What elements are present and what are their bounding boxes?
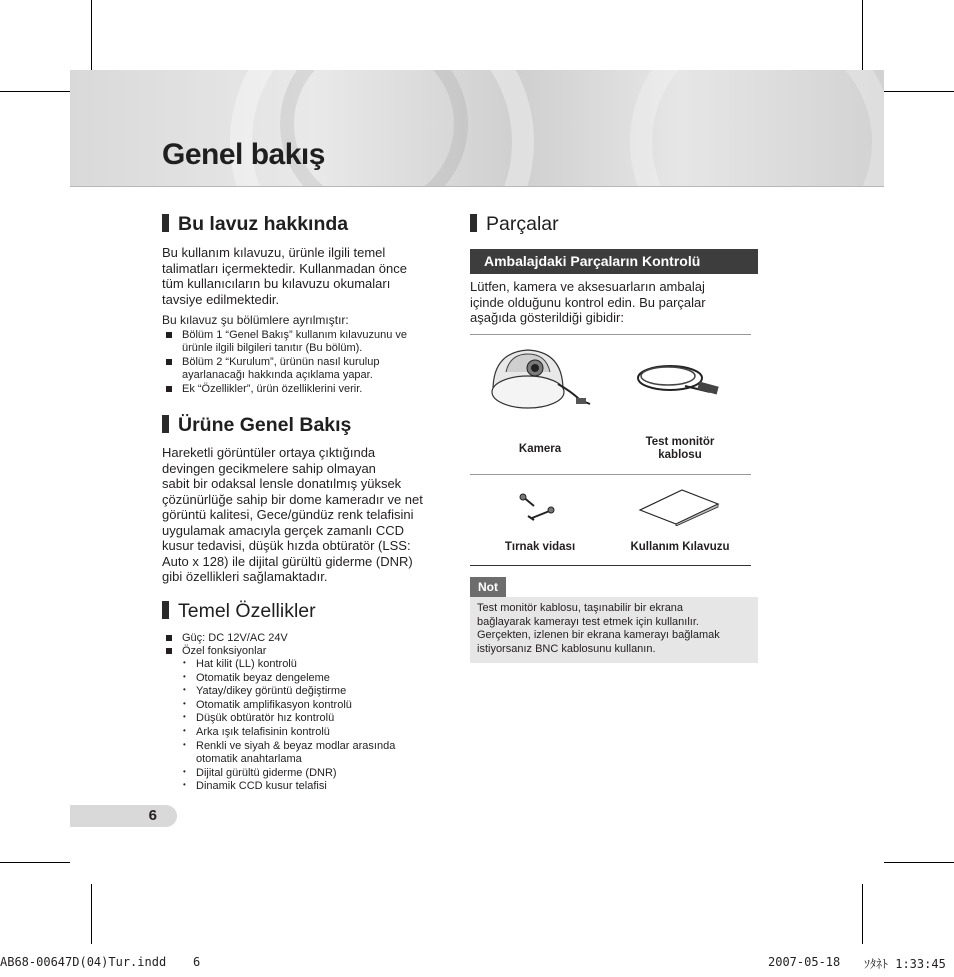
- list-item: • Otomatik amplifikasyon kontrolü: [182, 699, 452, 713]
- part-label-screw: Tırnak vidası: [504, 541, 576, 553]
- list-item: Bölüm 2 “Kurulum”, ürünün nasıl kurulup ayarlanacağı hakkında açıklama yapar.: [162, 356, 462, 381]
- divider: [470, 334, 751, 335]
- page-number-tab: [70, 805, 177, 827]
- parts-intro: Lütfen, kamera ve aksesuarların ambalaj içinde olduğunu kontrol edin. Bu parçalar aşağıda gösterildiği gibidir:: [470, 279, 706, 325]
- crop-mark: [862, 884, 863, 944]
- list-item: • Arka ışık telafisinin kontrolü: [182, 726, 452, 740]
- heading-bar: [162, 601, 169, 619]
- section-parts: [470, 213, 758, 236]
- section-features: [162, 600, 452, 623]
- list-item: • Yatay/dikey görüntü değiştirme: [182, 685, 452, 699]
- list-item: • Dijital gürültü giderme (DNR): [182, 767, 452, 781]
- section-heading: Parçalar: [486, 213, 559, 235]
- manual-icon: [638, 488, 720, 526]
- slug-page: 6: [193, 955, 201, 969]
- heading-bar: [470, 214, 477, 232]
- about-intro: Bu kılavuz şu bölümlere ayrılmıştır:: [162, 313, 349, 327]
- crop-mark: [884, 91, 954, 92]
- list-item: Özel fonksiyonlar: [162, 645, 452, 658]
- slug-time: ｿﾀﾈﾄ 1:33:45: [864, 957, 946, 971]
- section-product-overview: [162, 414, 452, 437]
- feature-list: [162, 632, 452, 657]
- list-item: • Hat kilit (LL) kontrolü: [182, 658, 452, 672]
- dome-camera-icon: [488, 342, 596, 414]
- crop-mark: [862, 0, 863, 70]
- note-text: Test monitör kablosu, taşınabilir bir ekrana bağlayarak kamerayı test etmek için kullanılır. Gerçekten, izlenen bir ekrana kamerayı bağlamak istiyorsanız BNC kablosunu kullanın.: [477, 602, 720, 655]
- heading-bar: [162, 214, 169, 232]
- cable-icon: [630, 358, 725, 403]
- page-title: Genel bakış: [162, 138, 325, 171]
- list-item: Bölüm 1 “Genel Bakış” kullanım kılavuzunu ve ürünle ilgili bilgileri tanıtır (Bu bölüm).: [162, 329, 462, 354]
- section-heading: Ürüne Genel Bakış: [178, 414, 352, 436]
- divider: [470, 474, 751, 475]
- list-item: • Düşük obtüratör hız kontrolü: [182, 712, 452, 726]
- divider: [470, 565, 751, 566]
- section-about-manual: [162, 213, 452, 236]
- page-number: 6: [148, 807, 157, 824]
- chapter-list: [162, 329, 462, 396]
- crop-mark: [0, 862, 70, 863]
- section-heading: Temel Özellikler: [178, 600, 316, 622]
- overview-paragraph: Hareketli görüntüler ortaya çıktığında devingen gecikmelere sahip olmayan sabit bir odaksal lensle donatılmış yüksek çözünürlüğe sahip bir dome kameradır ve net görüntü kalitesi, Gece/gündüz renk telafisini uygulamak amacıyla gerçek zamanlı CCD kusur tedavisi, düşük hızda obtüratör (LSS: Auto x 128) ile dijital gürültü giderme (DNR) gibi özellikleri sağlamaktadır.: [162, 445, 423, 584]
- about-paragraph: Bu kullanım kılavuzu, ürünle ilgili temel talimatları içermektedir. Kullanmadan önce tüm kullanıcıların bu kılavuzu okumaları tavsiye edilmektedir.: [162, 245, 407, 307]
- part-label-cable: Test monitör kablosu: [645, 436, 715, 461]
- list-item: • Otomatik beyaz dengeleme: [182, 672, 452, 686]
- crop-mark: [91, 884, 92, 944]
- crop-mark: [884, 862, 954, 863]
- parts-subheading: Ambalajdaki Parçaların Kontrolü: [470, 249, 758, 274]
- note-tag: Not: [470, 577, 506, 597]
- screw-icon: [518, 492, 558, 524]
- slug-filename: AB68-00647D(04)Tur.indd: [0, 955, 167, 969]
- heading-bar: [162, 415, 169, 433]
- part-label-manual: Kullanım Kılavuzu: [630, 541, 730, 553]
- function-list: [182, 658, 452, 794]
- slug-date: 2007-05-18: [768, 955, 841, 969]
- section-heading: Bu lavuz hakkında: [178, 213, 349, 235]
- part-label-camera: Kamera: [518, 443, 562, 455]
- crop-mark: [91, 0, 92, 70]
- list-item: Güç: DC 12V/AC 24V: [162, 632, 452, 645]
- crop-mark: [0, 91, 70, 92]
- list-item: • Dinamik CCD kusur telafisi: [182, 780, 452, 794]
- list-item: Ek “Özellikler”, ürün özelliklerini verir.: [162, 383, 462, 396]
- list-item: • Renkli ve siyah & beyaz modlar arasında otomatik anahtarlama: [182, 740, 452, 767]
- title-banner: [70, 70, 884, 187]
